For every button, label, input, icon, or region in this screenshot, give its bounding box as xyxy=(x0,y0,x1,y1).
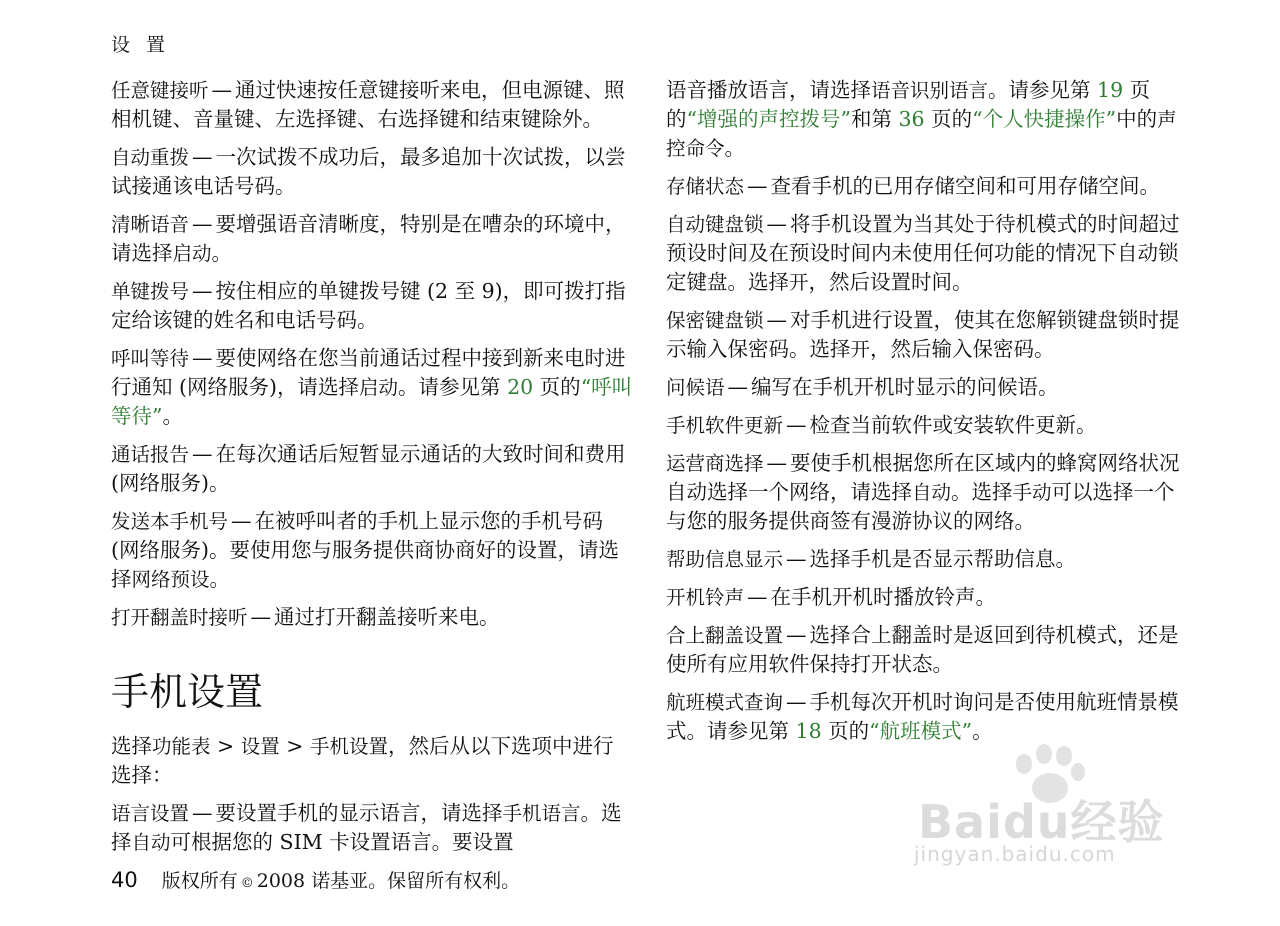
menu-option: 手动 xyxy=(1012,481,1052,504)
menu-path-item: 设置 xyxy=(240,735,280,758)
setting-term: 保密键盘锁 xyxy=(666,309,764,332)
dash: — xyxy=(786,690,807,714)
setting-entry xyxy=(111,143,633,201)
setting-entry xyxy=(666,411,1190,440)
setting-entry xyxy=(666,688,1190,746)
setting-desc: 检查当前软件或安装软件更新。 xyxy=(809,413,1097,437)
dash: — xyxy=(192,346,213,370)
menu-option: 手机语言 xyxy=(502,802,581,825)
cross-ref-link[interactable]: “航班模式” xyxy=(869,719,973,743)
setting-desc: 可以选择一个与您的服务提供商签有漫游协议的网络。 xyxy=(666,480,1175,533)
setting-entry xyxy=(666,545,1190,574)
menu-option: 自动 xyxy=(131,831,171,854)
setting-entry xyxy=(111,603,633,632)
dash: — xyxy=(747,174,768,198)
setting-desc: 按住相应的单键拨号键 (2 至 9)，即可拨打指定给该键的姓名和电话号码。 xyxy=(111,279,626,332)
left-column xyxy=(111,76,633,866)
watermark-url: jingyan.baidu.com xyxy=(914,842,1116,866)
setting-desc: 查看手机的已用存储空间和可用存储空间。 xyxy=(770,174,1161,198)
running-header: 设 置 xyxy=(111,34,171,56)
setting-desc: 语音播放语言，请选择 xyxy=(666,78,871,102)
setting-desc: 编写在手机开机时显示的问候语。 xyxy=(751,375,1059,399)
setting-term: 发送本手机号 xyxy=(111,510,229,533)
setting-entry xyxy=(111,210,633,268)
cross-ref-link[interactable]: “增强的声控拨号” xyxy=(686,107,851,131)
setting-desc: 。 xyxy=(162,404,183,428)
setting-desc: 在手机开机时播放铃声。 xyxy=(770,585,997,609)
setting-desc: 对手机进行设置，使其在您解锁键盘锁时提示输入保密码。选择 xyxy=(666,308,1180,361)
setting-term: 自动键盘锁 xyxy=(666,213,764,236)
setting-desc: 。 xyxy=(724,136,746,160)
setting-term: 清晰语音 xyxy=(111,213,190,236)
setting-desc: 要使手机根据您所在区域内的蜂窝网络状况自动选择一个网络，请选择 xyxy=(666,451,1180,504)
setting-entry xyxy=(666,306,1190,364)
setting-term: 通话报告 xyxy=(111,443,190,466)
setting-desc: 中的 xyxy=(1116,107,1158,131)
setting-entry xyxy=(666,621,1190,679)
setting-term: 开机铃声 xyxy=(666,586,745,609)
menu-option: 声控命令 xyxy=(666,108,1177,160)
page-ref-link[interactable]: 20 xyxy=(507,375,534,399)
menu-option: 启动 xyxy=(172,242,212,265)
setting-desc: 将手机设置为当其处于待机模式的时间超过预设时间及在预设时间内未使用任何功能的情况下自动锁定键盘。选择 xyxy=(666,212,1180,294)
setting-entry xyxy=(666,583,1190,612)
setting-entry xyxy=(111,799,633,857)
setting-term: 问候语 xyxy=(666,376,725,399)
setting-term: 呼叫等待 xyxy=(111,347,190,370)
menu-path-separator: > xyxy=(279,734,310,758)
setting-desc: 一次试拨不成功后，最多追加十次试拨，以尝试接通该电话号码。 xyxy=(111,145,626,198)
intro-text: 选择 xyxy=(111,734,152,758)
setting-desc: 和第 xyxy=(850,107,899,131)
dash: — xyxy=(766,212,788,236)
setting-desc: 。 xyxy=(209,567,231,591)
setting-desc: 要设置手机的显示语言，请选择 xyxy=(215,801,503,825)
setting-term: 合上翻盖设置 xyxy=(666,624,784,647)
dash: — xyxy=(786,623,807,647)
cross-ref-link[interactable]: “个人快捷操作” xyxy=(972,107,1117,131)
dash: — xyxy=(786,547,807,571)
setting-desc: ，然后输入保密码。 xyxy=(870,337,1055,361)
setting-desc: ，然后设置时间。 xyxy=(808,270,973,294)
setting-desc: 。 xyxy=(211,241,233,265)
setting-entry xyxy=(666,172,1190,201)
setting-entry xyxy=(111,440,633,498)
menu-option: 开 xyxy=(789,271,809,294)
dash: — xyxy=(250,605,272,629)
setting-entry xyxy=(111,344,633,431)
page-ref-link[interactable]: 18 xyxy=(795,719,822,743)
intro-text: ，然后从以下选项中进行选择： xyxy=(111,734,614,787)
setting-term: 语言设置 xyxy=(111,802,190,825)
setting-desc: 在被呼叫者的手机上显示您的手机号码 (网络服务)。要使用您与服务提供商协商好的设置，请选择 xyxy=(111,509,619,591)
setting-desc: 通过快速按任意键接听来电，但电源键、照相机键、音量键、左选择键、右选择键和结束键除外。 xyxy=(111,78,625,131)
setting-entry xyxy=(666,449,1190,536)
page-number: 40 xyxy=(111,868,138,892)
copyright-text: 2008 诺基亚。保留所有权利。 xyxy=(256,870,521,892)
setting-entry xyxy=(666,373,1190,402)
setting-desc: 。请参见第 xyxy=(398,375,508,399)
setting-term: 手机软件更新 xyxy=(666,414,784,437)
dash: — xyxy=(192,801,213,825)
setting-desc: 在每次通话后短暂显示通话的大致时间和费用 (网络服务)。 xyxy=(111,442,626,495)
dash: — xyxy=(192,145,213,169)
setting-desc: 可根据您的 SIM 卡设置语言。要设置 xyxy=(170,830,514,854)
dash: — xyxy=(211,78,233,102)
dash: — xyxy=(766,308,788,332)
setting-desc: 页的 xyxy=(533,375,581,399)
setting-desc: 。请参见第 xyxy=(988,78,1098,102)
menu-path-item: 功能表 xyxy=(152,735,211,758)
watermark-brand: Baidu经验 xyxy=(918,795,1165,849)
dash: — xyxy=(766,451,788,475)
menu-option: 启动 xyxy=(359,376,399,399)
setting-desc: 。选择 xyxy=(111,801,622,854)
setting-term: 航班模式查询 xyxy=(666,691,784,714)
menu-option: 开 xyxy=(850,338,871,361)
setting-term: 自动重拨 xyxy=(111,146,190,169)
menu-option: 网络预设 xyxy=(131,568,210,591)
menu-option: 自动 xyxy=(912,481,952,504)
page-ref-link[interactable]: 36 xyxy=(898,107,925,131)
setting-desc: 要增强语音清晰度，特别是在嘈杂的环境中，请选择 xyxy=(111,212,626,265)
setting-desc: 选择手机是否显示帮助信息。 xyxy=(809,547,1077,571)
page-ref-link[interactable]: 19 xyxy=(1097,78,1124,102)
setting-entry xyxy=(111,507,633,594)
dash: — xyxy=(192,279,213,303)
menu-path-separator: > xyxy=(210,734,241,758)
menu-path-item: 手机设置 xyxy=(309,735,388,758)
setting-desc: 选择合上翻盖时是返回到待机模式，还是使所有应用软件保持打开状态。 xyxy=(666,623,1179,676)
setting-desc: 通过打开翻盖接听来电。 xyxy=(274,605,500,629)
setting-entry xyxy=(111,277,633,335)
dash: — xyxy=(747,585,768,609)
setting-desc: 页的 xyxy=(924,107,973,131)
setting-entry xyxy=(111,76,633,134)
setting-entry xyxy=(666,210,1190,297)
menu-option: 语音识别语言 xyxy=(871,79,989,102)
setting-entry-continued xyxy=(666,76,1190,163)
setting-term: 打开翻盖时接听 xyxy=(111,606,248,629)
setting-desc: 要使网络在您当前通话过程中接到新来电时进行通知 (网络服务)，请选择 xyxy=(111,346,626,399)
section-intro xyxy=(111,732,633,790)
right-column xyxy=(666,76,1190,755)
setting-term: 运营商选择 xyxy=(666,452,764,475)
copyright-text: 版权所有 xyxy=(161,870,238,892)
dash: — xyxy=(727,375,749,399)
setting-term: 任意键接听 xyxy=(111,79,209,102)
dash: — xyxy=(231,509,252,533)
cross-ref-link[interactable]: “呼叫等待” xyxy=(111,375,633,428)
setting-desc: 页的 xyxy=(666,78,1151,131)
dash: — xyxy=(192,442,213,466)
setting-term: 单键拨号 xyxy=(111,280,190,303)
dash: — xyxy=(192,212,213,236)
setting-term: 存储状态 xyxy=(666,175,745,198)
setting-desc: 手机每次开机时询问是否使用航班情景模式。请参见第 xyxy=(666,690,1179,743)
setting-desc: 页的 xyxy=(821,719,870,743)
baidu-watermark xyxy=(900,742,1200,882)
copyright-symbol: © xyxy=(240,876,254,891)
setting-desc: 。 xyxy=(972,719,993,743)
section-heading: 手机设置 xyxy=(111,670,264,714)
page-footer xyxy=(111,866,520,893)
setting-desc: 。选择 xyxy=(951,480,1013,504)
setting-term: 帮助信息显示 xyxy=(666,548,784,571)
dash: — xyxy=(786,413,807,437)
